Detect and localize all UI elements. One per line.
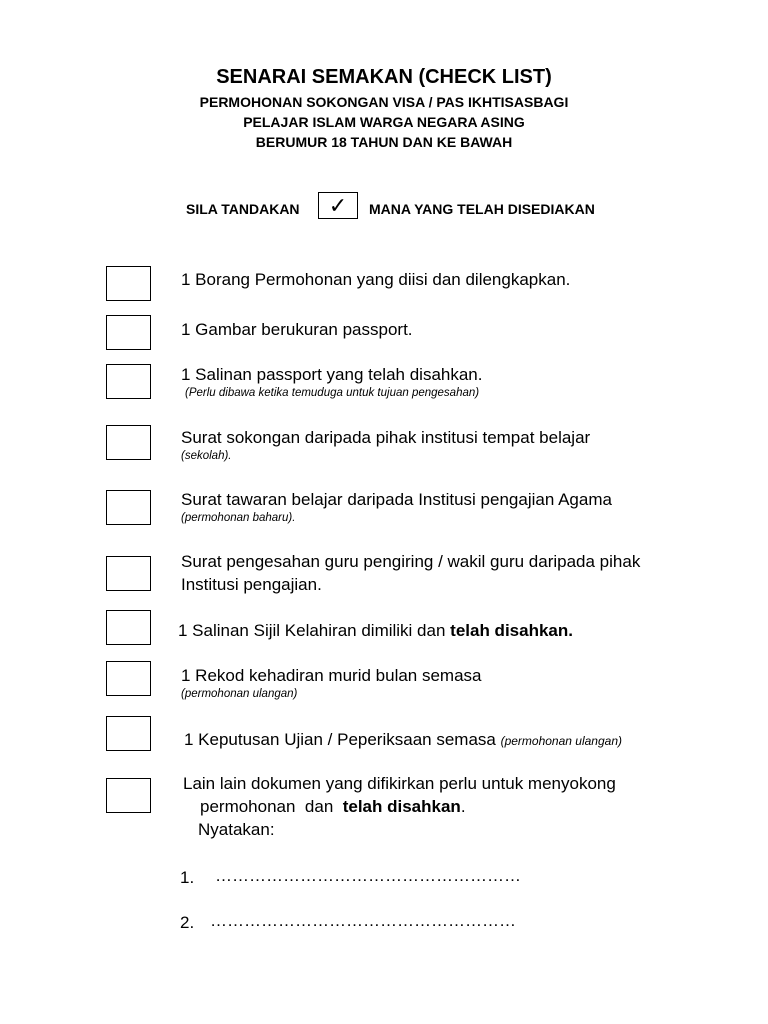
page-title: SENARAI SEMAKAN (CHECK LIST) [216, 66, 552, 88]
instruction-after: MANA YANG TELAH DISEDIAKAN [369, 201, 595, 217]
checkbox-borang[interactable] [106, 266, 151, 301]
item-rekod-kehadiran-note: (permohonan ulangan) [181, 688, 298, 700]
item-surat-pengesahan-line1: Surat pengesahan guru pengiring / wakil guru daripada pihak [181, 552, 641, 571]
checkbox-surat-pengesahan[interactable] [106, 556, 151, 591]
nyatakan-label: Nyatakan: [198, 820, 275, 839]
item-lain-lain-bold: telah disahkan [342, 797, 461, 816]
checkbox-surat-tawaran[interactable] [106, 490, 151, 525]
item-rekod-kehadiran-text: 1 Rekod kehadiran murid bulan semasa [181, 666, 482, 685]
checkbox-surat-sokongan[interactable] [106, 425, 151, 460]
checkmark-icon: ✓ [328, 192, 348, 218]
item-surat-pengesahan-line2: Institusi pengajian. [181, 575, 322, 594]
item-keputusan-ujian [184, 728, 622, 753]
item-keputusan-ujian-text: 1 Keputusan Ujian / Peperiksaan semasa [184, 730, 501, 749]
item-lain-lain-line2-a: permohonan dan [200, 797, 343, 816]
blank-line-1-number: 1. [180, 868, 195, 887]
checkbox-keputusan-ujian[interactable] [106, 716, 151, 751]
item-lain-lain-line1: Lain lain dokumen yang difikirkan perlu untuk menyokong [183, 774, 616, 793]
subtitle-line-3: BERUMUR 18 TAHUN DAN KE BAWAH [255, 134, 513, 150]
subtitle-line-1: PERMOHONAN SOKONGAN VISA / PAS IKHTISASBAGI [199, 94, 569, 110]
subtitle-line-2: PELAJAR ISLAM WARGA NEGARA ASING [243, 114, 525, 130]
item-borang-text: 1 Borang Permohonan yang diisi dan dilengkapkan. [181, 270, 571, 289]
checkbox-passport[interactable] [106, 364, 151, 399]
item-sijil-kelahiran [178, 619, 573, 642]
checkbox-sijil-kelahiran[interactable] [106, 610, 151, 645]
item-surat-sokongan-note: (sekolah). [181, 450, 232, 462]
checkbox-lain-lain[interactable] [106, 778, 151, 813]
tick-example-box [318, 192, 358, 219]
item-lain-lain-line2-c: . [460, 797, 466, 816]
blank-line-2[interactable]: ……………………………………………… [210, 911, 516, 930]
instruction-before: SILA TANDAKAN [186, 201, 300, 217]
item-passport-text: 1 Salinan passport yang telah disahkan. [181, 365, 483, 384]
item-sijil-kelahiran-bold: telah disahkan. [450, 621, 573, 640]
item-keputusan-ujian-note: (permohonan ulangan) [500, 734, 622, 748]
item-surat-sokongan-text: Surat sokongan daripada pihak institusi tempat belajar [181, 428, 591, 447]
checkbox-gambar[interactable] [106, 315, 151, 350]
item-sijil-kelahiran-text: 1 Salinan Sijil Kelahiran dimiliki dan [178, 621, 451, 640]
item-surat-tawaran-text: Surat tawaran belajar daripada Institusi pengajian Agama [181, 490, 612, 509]
item-gambar-text: 1 Gambar berukuran passport. [181, 320, 413, 339]
blank-line-2-number: 2. [180, 913, 195, 932]
item-passport-note: (Perlu dibawa ketika temuduga untuk tujuan pengesahan) [185, 387, 480, 399]
item-surat-tawaran-note: (permohonan baharu). [181, 512, 296, 524]
checkbox-rekod-kehadiran[interactable] [106, 661, 151, 696]
blank-line-1[interactable]: ……………………………………………… [215, 866, 521, 885]
item-lain-lain-line2 [200, 795, 466, 818]
